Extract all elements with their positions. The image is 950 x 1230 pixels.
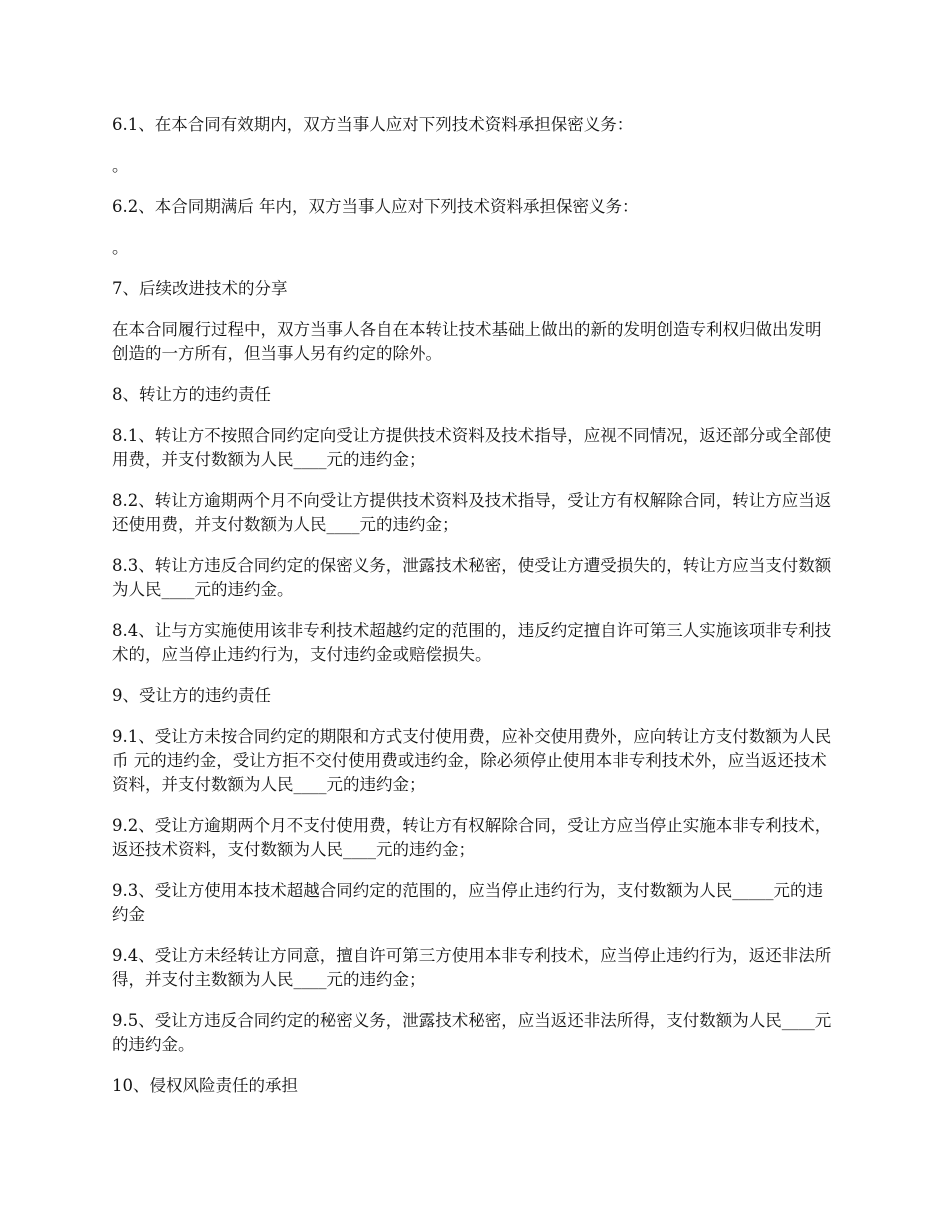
clause-9-2: 9.2、受让方逾期两个月不支付使用费，转让方有权解除合同，受让方应当停止实施本非专利技术，返还技术资料，支付数额为人民____元的违约金； bbox=[112, 816, 832, 859]
clause-6-2: 6.2、本合同期满后 年内，双方当事人应对下列技术资料承担保密义务： bbox=[112, 197, 639, 216]
section-heading-7: 7、后续改进技术的分享 bbox=[112, 279, 288, 298]
clause-6-1-blank: 。 bbox=[112, 156, 129, 175]
clause-9-4: 9.4、受让方未经转让方同意，擅自许可第三方使用本非专利技术，应当停止违约行为，返还非法所得，并支付主数额为人民____元的违约金； bbox=[112, 946, 832, 989]
clause-8-4: 8.4、让与方实施使用该非专利技术超越约定的范围的，违反约定擅自许可第三人实施该项非专利技术的，应当停止违约行为，支付违约金或赔偿损失。 bbox=[112, 621, 832, 664]
document-page bbox=[112, 113, 832, 1115]
clause-8-3: 8.3、转让方违反合同约定的保密义务，泄露技术秘密，使受让方遭受损失的，转让方应当支付数额为人民____元的违约金。 bbox=[112, 556, 832, 599]
clause-6-2-blank: 。 bbox=[112, 238, 129, 257]
section-heading-9: 9、受让方的违约责任 bbox=[112, 686, 271, 705]
clause-9-3: 9.3、受让方使用本技术超越合同约定的范围的，应当停止违约行为，支付数额为人民_____元的违约金 bbox=[112, 881, 823, 924]
clause-9-1: 9.1、受让方未按合同约定的期限和方式支付使用费，应补交使用费外，应向转让方支付数额为人民币 元的违约金，受让方拒不交付使用费或违约金，除必须停止使用本非专利技术外，应当返还技术资料，并支付数额为人民____元的违约金； bbox=[112, 727, 832, 794]
clause-6-1: 6.1、在本合同有效期内，双方当事人应对下列技术资料承担保密义务： bbox=[112, 115, 634, 134]
section-heading-8: 8、转让方的违约责任 bbox=[112, 385, 271, 404]
section-heading-10: 10、侵权风险责任的承担 bbox=[112, 1076, 298, 1095]
clause-8-1: 8.1、转让方不按照合同约定向受让方提供技术资料及技术指导，应视不同情况，返还部分或全部使用费，并支付数额为人民____元的违约金； bbox=[112, 426, 832, 469]
clause-9-5: 9.5、受让方违反合同约定的秘密义务，泄露技术秘密，应当返还非法所得，支付数额为人民____元的违约金。 bbox=[112, 1011, 832, 1054]
clause-8-2: 8.2、转让方逾期两个月不向受让方提供技术资料及技术指导，受让方有权解除合同，转让方应当返还使用费，并支付数额为人民____元的违约金； bbox=[112, 491, 832, 534]
clause-7-body: 在本合同履行过程中，双方当事人各自在本转让技术基础上做出的新的发明创造专利权归做出发明创造的一方所有，但当事人另有约定的除外。 bbox=[112, 320, 822, 363]
